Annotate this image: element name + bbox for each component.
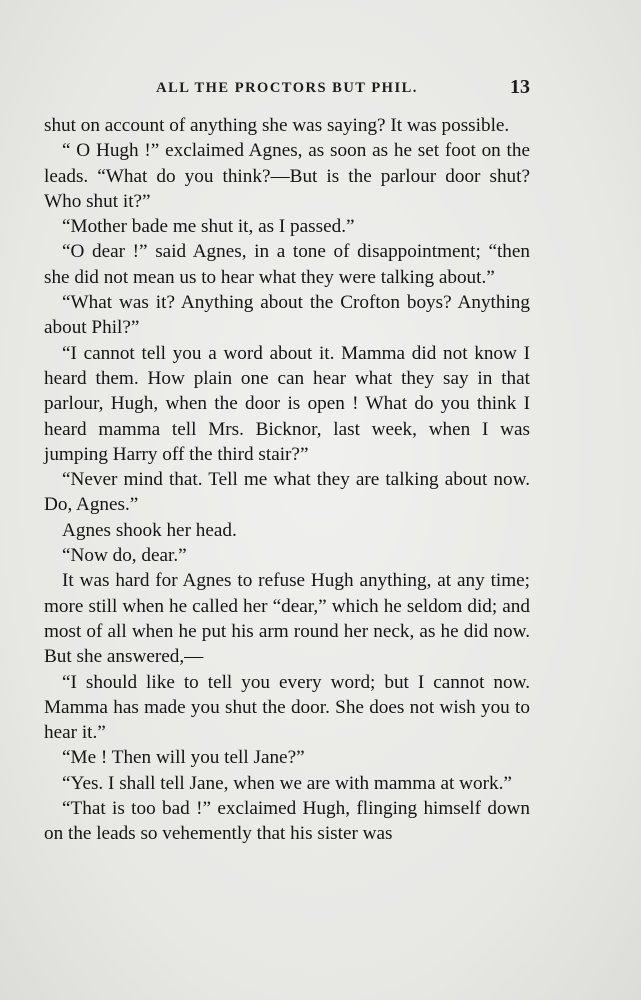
paragraph: “Now do, dear.” <box>62 545 187 567</box>
paragraph: “O dear !” said Agnes, in a tone of disappointment; “then she did not mean us to hear what they were talking about.” <box>44 241 530 288</box>
paragraph: “Yes. I shall tell Jane, when we are with mamma at work.” <box>62 772 512 794</box>
paragraph: Agnes shook her head. <box>62 519 237 541</box>
paragraph: “Mother bade me shut it, as I passed.” <box>62 216 355 238</box>
running-head: ALL THE PROCTORS BUT PHIL. <box>156 80 418 96</box>
page-number: 13 <box>510 76 530 98</box>
paragraph: “I should like to tell you every word; but I cannot now. Mamma has made you shut the door. She does not wish you to hear it.” <box>44 671 530 744</box>
page-header <box>44 76 530 100</box>
paragraph: “ O Hugh !” exclaimed Agnes, as soon as he set foot on the leads. “What do you think?—But is the parlour door shut? Who shut it?” <box>44 140 530 212</box>
paragraph: It was hard for Agnes to refuse Hugh anything, at any time; more still when he called her “dear,” which he seldom did; and most of all when he put his arm round her neck, as he did now. But she answered,— <box>44 570 530 668</box>
paragraph: shut on account of anything she was saying? It was possible. <box>44 115 510 136</box>
paragraph: “Me ! Then will you tell Jane?” <box>62 747 305 769</box>
body-text <box>44 113 530 847</box>
paragraph: “Never mind that. Tell me what they are talking about now. Do, Agnes.” <box>44 469 530 516</box>
paragraph: “That is too bad !” exclaimed Hugh, flinging himself down on the leads so vehemently that his sister was <box>44 798 530 845</box>
paragraph: “What was it? Anything about the Crofton boys? Anything about Phil?” <box>44 292 530 339</box>
paragraph: “I cannot tell you a word about it. Mamma did not know I heard them. How plain one can hear what they say in that parlour, Hugh, when the door is open ! What do you think I heard mamma tell Mrs. Bicknor, last week, when I was jumping Harry off the third stair?” <box>44 342 530 465</box>
